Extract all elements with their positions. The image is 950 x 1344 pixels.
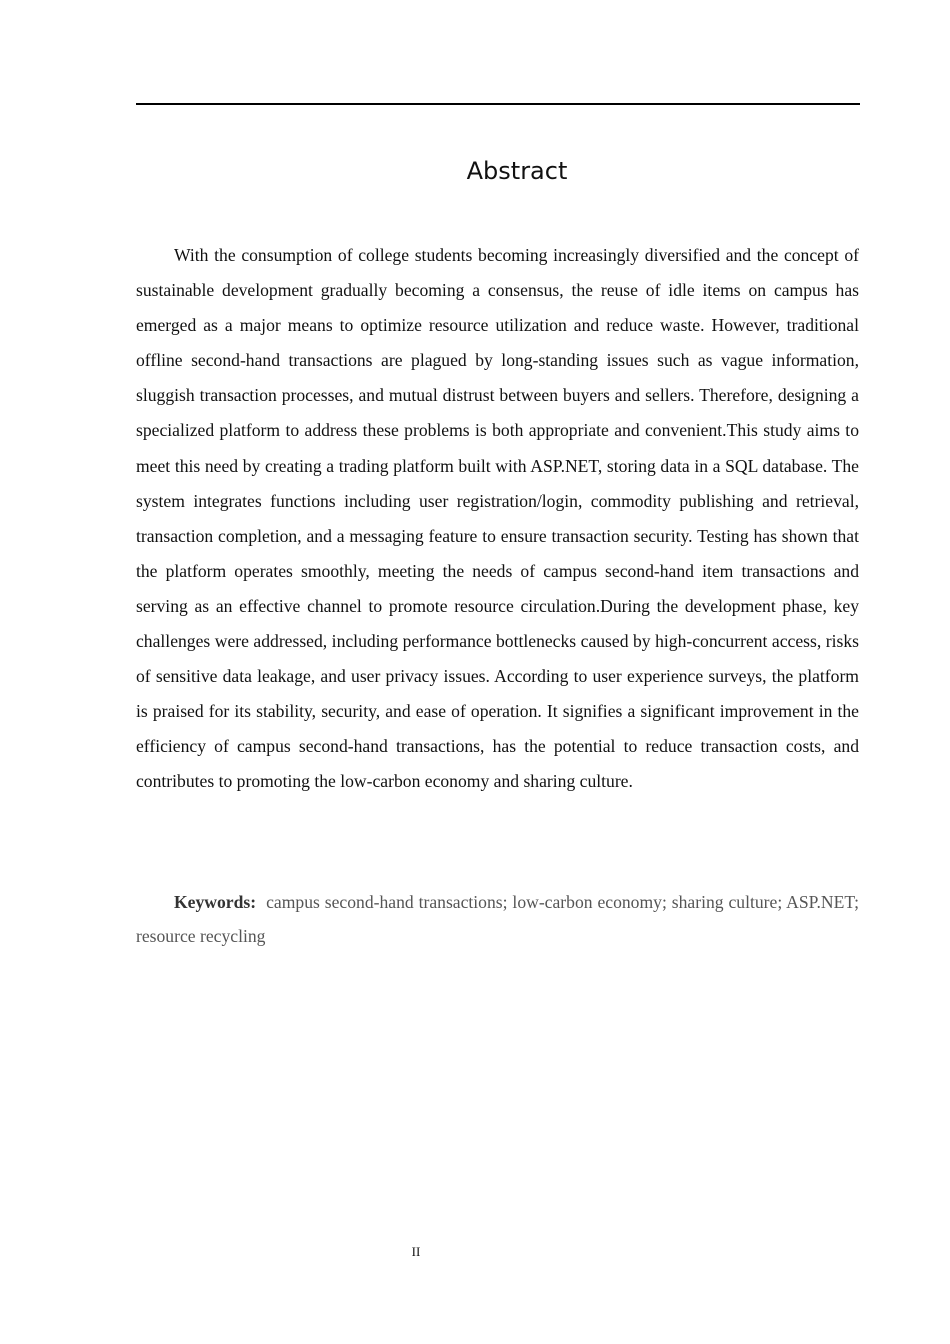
page-number: II xyxy=(411,1244,421,1259)
keywords-text: campus second-hand transactions; low-carbon economy; sharing culture; ASP.NET; resource recycling xyxy=(136,892,859,946)
keywords-paragraph xyxy=(136,885,859,953)
header-rule xyxy=(136,103,860,105)
abstract-body: With the consumption of college students becoming increasingly diversified and the concept of sustainable development gradually becoming a consensus, the reuse of idle items on campus has emerged as a major means to optimize resource utilization and reduce waste. However, traditional offline second-hand transactions are plagued by long-standing issues such as vague information, sluggish transaction processes, and mutual distrust between buyers and sellers. Therefore, designing a specialized platform to address these problems is both appropriate and convenient.This study aims to meet this need by creating a trading platform built with ASP.NET, storing data in a SQL database. The system integrates functions including user registration/login, commodity publishing and retrieval, transaction completion, and a messaging feature to ensure transaction security. Testing has shown that the platform operates smoothly, meeting the needs of campus second-hand item transactions and serving as an effective channel to promote resource circulation.During the development phase, key challenges were addressed, including performance bottlenecks caused by high-concurrent access, risks of sensitive data leakage, and user privacy issues. According to user experience surveys, the platform is praised for its stability, security, and ease of operation. It signifies a significant improvement in the efficiency of campus second-hand transactions, has the potential to reduce transaction costs, and contributes to promoting the low-carbon economy and sharing culture. xyxy=(136,245,859,792)
keywords-label: Keywords: xyxy=(174,892,257,912)
page-title: Abstract xyxy=(466,157,568,185)
